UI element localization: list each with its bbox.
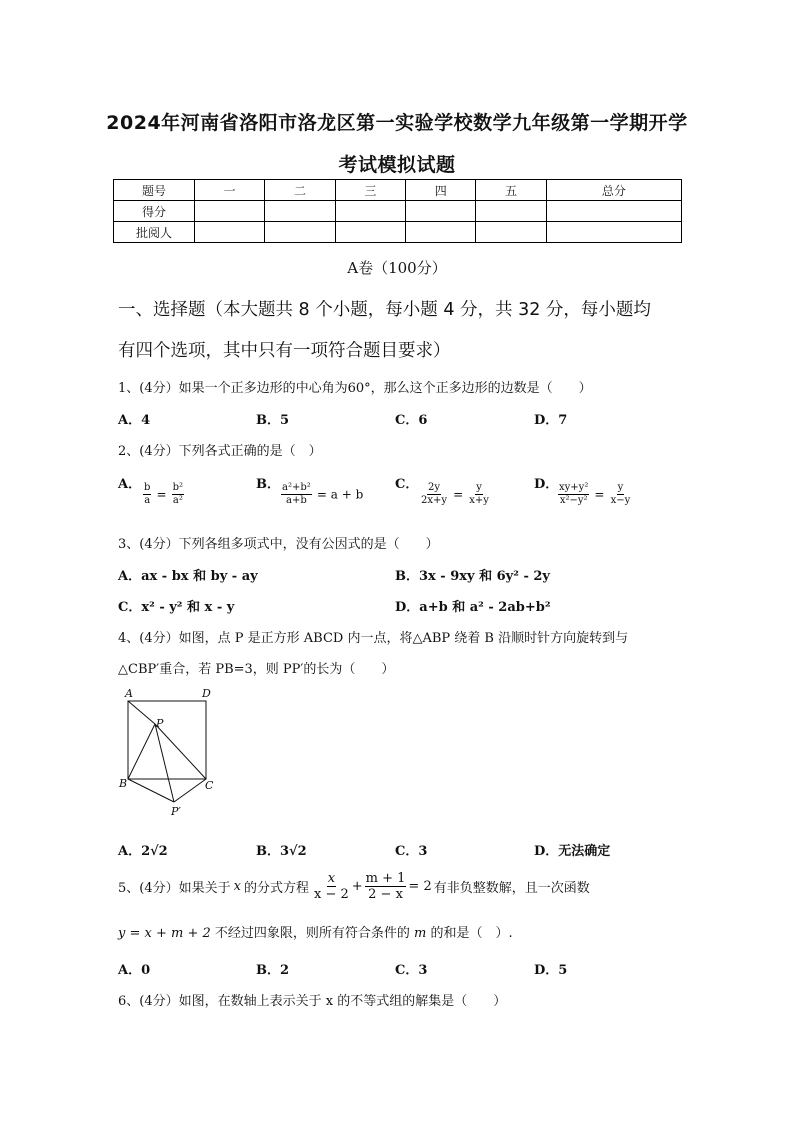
frac-numerator: m + 1 [365, 871, 406, 886]
frac-denominator: x − 2 [313, 887, 349, 902]
reviewer-cell[interactable] [546, 222, 681, 243]
table-header-cell: 题号 [114, 180, 195, 201]
reviewer-cell[interactable] [195, 222, 265, 243]
question-1-stem: 1、(4分）如果一个正多边形的中心角为60°，那么这个正多边形的边数是（ ） [118, 381, 592, 396]
question-2-option-a-formula: $\frac{b}{a}$ = $\frac{\text{b²}}{\text{a²}}$ [144, 482, 184, 506]
question-1-option-d[interactable]: D．7 [534, 413, 568, 428]
frac-numerator: b² [172, 482, 184, 493]
equals-value: = 2 [408, 879, 432, 894]
question-1-option-a[interactable]: A．4 [118, 413, 151, 428]
question-5-option-b[interactable]: B．2 [256, 963, 290, 978]
part-a-heading: A卷（100分） [347, 259, 447, 277]
question-4-option-b[interactable]: B．3√2 [256, 844, 307, 859]
frac-denominator: a [144, 495, 151, 506]
frac-numerator: xy+y² [559, 482, 589, 493]
frac-denominator: x+y [469, 495, 489, 506]
stem-text: 有非负整数解，且一次函数 [433, 881, 590, 896]
question-5-option-a[interactable]: A．0 [118, 963, 151, 978]
table-row-label: 批阅人 [114, 222, 195, 243]
reviewer-cell[interactable] [476, 222, 546, 243]
score-table [113, 179, 682, 243]
segment-bp-prime [128, 779, 174, 802]
score-cell[interactable] [476, 201, 546, 222]
table-header-cell: 一 [195, 180, 265, 201]
segment-cp-prime [174, 779, 206, 802]
question-3-option-b[interactable]: B．3x - 9xy 和 6y² - 2y [395, 569, 550, 584]
point-label-p: P [156, 717, 164, 730]
frac-numerator: x [327, 871, 336, 886]
question-5-option-c[interactable]: C．3 [395, 963, 428, 978]
frac-numerator: y [617, 482, 624, 493]
table-header-cell: 总分 [546, 180, 681, 201]
question-4-option-a[interactable]: A．2√2 [118, 844, 168, 859]
score-cell[interactable] [335, 201, 405, 222]
segment-ap [128, 701, 155, 724]
score-cell[interactable] [546, 201, 681, 222]
frac-denominator: x²−y² [559, 495, 588, 506]
question-2-option-b-formula [281, 483, 363, 506]
variable-x: x [233, 879, 241, 894]
frac-numerator: 2y [428, 482, 441, 493]
segment-pp-prime [155, 724, 174, 802]
reviewer-cell[interactable] [265, 222, 335, 243]
segment-pb [128, 724, 155, 779]
question-2-option-c-formula: $\frac{2y}{2x+y}$ = $\frac{y}{x+y}$ [421, 482, 489, 506]
square-abcd [128, 701, 206, 779]
reviewer-row [114, 222, 682, 243]
question-3-option-c[interactable]: C．x² - y² 和 x - y [118, 600, 235, 615]
score-row [114, 201, 682, 222]
stem-text: 的分式方程 [243, 881, 309, 896]
question-2-option-d-label[interactable]: D． [534, 477, 559, 492]
square-rotation-figure [112, 684, 222, 822]
page-title-line-1: 2024年河南省洛阳市洛龙区第一实验学校数学九年级第一学期开学 [106, 112, 688, 134]
score-cell[interactable] [265, 201, 335, 222]
question-3-option-a[interactable]: A．ax - bx 和 by - ay [118, 569, 258, 584]
question-1-option-b[interactable]: B．5 [256, 413, 290, 428]
question-6-stem: 6、(4分）如图，在数轴上表示关于 x 的不等式组的解集是（ ） [118, 994, 507, 1009]
vertex-label-b: B [119, 777, 128, 790]
frac-denominator: 2 − x [368, 887, 403, 902]
question-3-option-d[interactable]: D．a+b 和 a² - 2ab+b² [395, 600, 551, 615]
frac-denominator: x−y [610, 495, 631, 506]
question-4-stem-line-1: 4、(4分）如图，点 P 是正方形 ABCD 内一点，将△ABP 绕着 B 沿顺时针方向旋转到与 [118, 631, 629, 646]
question-2-stem: 2、(4分）下列各式正确的是（ ） [118, 444, 322, 459]
table-header-cell: 三 [335, 180, 405, 201]
frac-numerator: b [144, 482, 151, 493]
question-1-option-c[interactable]: C．6 [395, 413, 428, 428]
stem-text: 5、(4分）如果关于 [118, 881, 231, 896]
linear-function: y = x + m + 2 [118, 926, 211, 941]
plus-sign: + [351, 879, 363, 894]
table-header-cell: 四 [406, 180, 476, 201]
vertex-label-a: A [125, 687, 133, 700]
question-3-stem: 3、(4分）下列各组多项式中，没有公因式的是（ ） [118, 537, 439, 552]
frac-denominator: a+b [286, 495, 307, 506]
section-heading-line-1: 一、选择题（本大题共 8 个小题，每小题 4 分，共 32 分，每小题均 [118, 300, 651, 320]
table-header-cell: 五 [476, 180, 546, 201]
table-row-label: 得分 [114, 201, 195, 222]
question-4-stem-line-2: △CBP′重合，若 PB=3，则 PP′的长为（ ） [118, 662, 395, 677]
question-2-option-d-formula: $\frac{\text{xy+y²}}{\text{x²−y²}}$ = $\frac{y}{x-y}$ [559, 482, 631, 506]
point-label-p-prime: P′ [171, 805, 181, 818]
question-5-option-d[interactable]: D．5 [534, 963, 568, 978]
segment-pc [155, 724, 206, 779]
frac-denominator: a² [172, 495, 183, 506]
question-4-option-c[interactable]: C．3 [395, 844, 428, 859]
vertex-label-c: C [205, 779, 214, 792]
score-cell[interactable] [406, 201, 476, 222]
vertex-label-d: D [202, 687, 211, 700]
frac-denominator: 2x+y [421, 495, 448, 506]
reviewer-cell[interactable] [335, 222, 405, 243]
question-2-option-c-label[interactable]: C． [395, 477, 419, 492]
score-cell[interactable] [195, 201, 265, 222]
question-5-stem-line-1 [118, 872, 590, 901]
stem-text: 不经过四象限，则所有符合条件的 [214, 926, 410, 941]
table-header-cell: 二 [265, 180, 335, 201]
question-4-option-d[interactable]: D．无法确定 [534, 844, 611, 859]
frac-numerator: a²+b² [282, 482, 311, 493]
reviewer-cell[interactable] [406, 222, 476, 243]
question-5-stem-line-2 [118, 922, 513, 941]
score-table-header-row [114, 180, 682, 201]
page-title-line-2: 考试模拟试题 [338, 154, 456, 176]
question-2-option-b-label[interactable]: B． [256, 477, 280, 492]
variable-m: m [414, 926, 427, 941]
question-2-option-a-label[interactable]: A． [118, 477, 142, 492]
section-heading-line-2: 有四个选项，其中只有一项符合题目要求） [118, 341, 451, 361]
equation-rhs: = a + b [316, 487, 364, 502]
frac-numerator: y [476, 482, 482, 493]
stem-text: 的和是（ ）. [430, 926, 513, 941]
